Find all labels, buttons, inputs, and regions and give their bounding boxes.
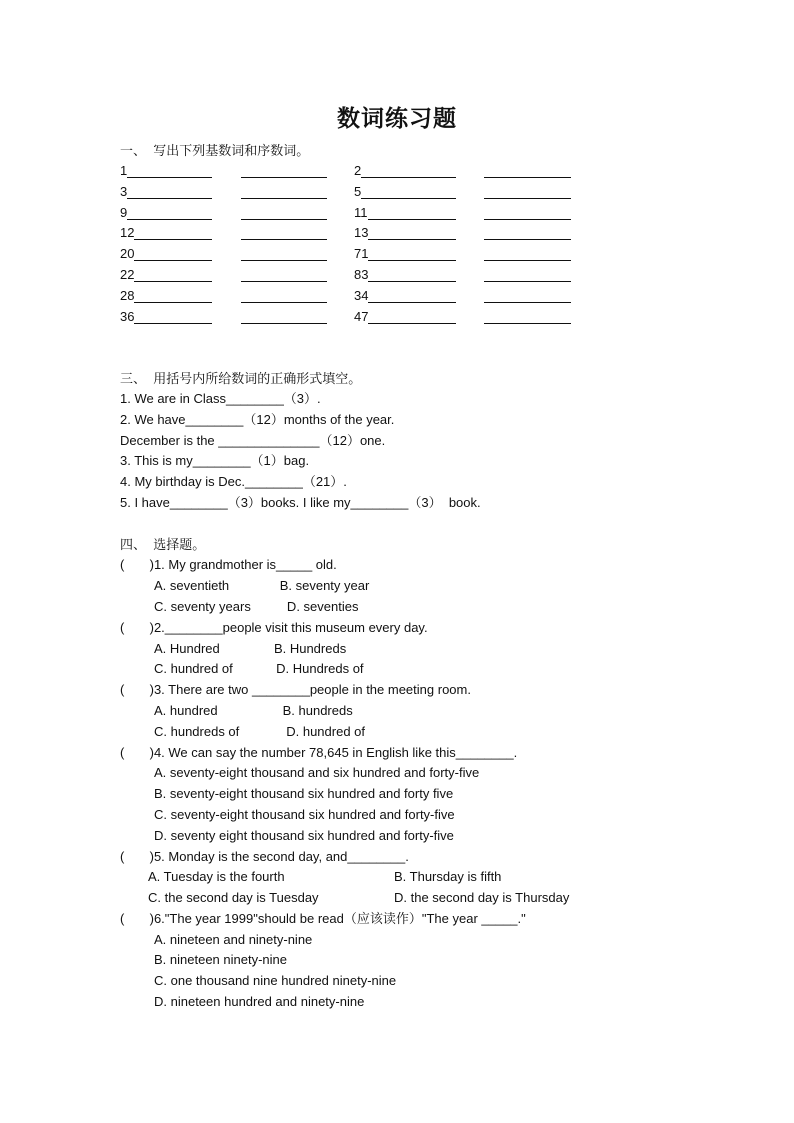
- ordinal-cell-left: [241, 183, 327, 199]
- answer-blank[interactable]: [484, 311, 571, 324]
- question-4-option-b: B. seventy-eight thousand six hundred and forty five: [154, 786, 454, 801]
- number-cell-left: [120, 204, 212, 220]
- answer-blank[interactable]: [127, 207, 212, 220]
- number-cell-right: [354, 266, 456, 282]
- question-6-stem: ( )6."The year 1999"should be read（应该读作）"The year _____.": [120, 911, 526, 926]
- answer-blank[interactable]: [368, 311, 456, 324]
- question-3-stem: ( )3. There are two ________people in the meeting room.: [120, 682, 471, 697]
- number-label: 2: [354, 163, 362, 178]
- ordinal-cell-right: [484, 204, 571, 220]
- answer-blank[interactable]: [361, 165, 456, 178]
- answer-blank[interactable]: [361, 186, 456, 199]
- number-cell-right: [354, 287, 456, 303]
- number-grid-row: [120, 204, 580, 222]
- number-cell-right: [354, 245, 456, 261]
- answer-blank[interactable]: [484, 227, 571, 240]
- answer-blank[interactable]: [368, 290, 456, 303]
- answer-blank[interactable]: [368, 269, 456, 282]
- answer-blank[interactable]: [134, 311, 212, 324]
- number-label: 71: [354, 246, 369, 262]
- question-5-stem: ( )5. Monday is the second day, and________.: [120, 849, 409, 864]
- question-1-stem: ( )1. My grandmother is_____ old.: [120, 557, 337, 572]
- number-cell-right: [354, 224, 456, 240]
- fill-line-3: December is the ______________（12）one.: [120, 433, 386, 448]
- number-label: 20: [120, 246, 135, 262]
- fill-line-1: 1. We are in Class________（3）.: [120, 391, 321, 406]
- question-4-option-a: A. seventy-eight thousand and six hundred and forty-five: [154, 765, 480, 780]
- number-cell-left: [120, 183, 212, 199]
- number-label: 22: [120, 267, 135, 282]
- question-3-options-ab: A. hundred B. hundreds: [154, 703, 353, 718]
- ordinal-cell-right: [484, 224, 571, 240]
- question-5-option-d: D. the second day is Thursday: [394, 890, 570, 905]
- question-6-option-b: B. nineteen ninety-nine: [154, 952, 287, 967]
- question-6-option-d: D. nineteen hundred and ninety-nine: [154, 994, 365, 1009]
- question-2-options-cd: C. hundred of D. Hundreds of: [154, 661, 364, 676]
- answer-blank[interactable]: [241, 269, 327, 282]
- answer-blank[interactable]: [241, 165, 327, 178]
- ordinal-cell-left: [241, 224, 327, 240]
- answer-blank[interactable]: [241, 227, 327, 240]
- ordinal-cell-left: [241, 162, 327, 178]
- answer-blank[interactable]: [368, 248, 456, 261]
- section4-heading: 四、 选择题。: [120, 537, 206, 552]
- number-grid-row: [120, 245, 580, 263]
- question-3-options-cd: C. hundreds of D. hundred of: [154, 724, 366, 739]
- number-grid-row: [120, 162, 580, 180]
- ordinal-cell-right: [484, 308, 571, 324]
- ordinal-cell-left: [241, 308, 327, 324]
- answer-blank[interactable]: [484, 186, 571, 199]
- answer-blank[interactable]: [241, 311, 327, 324]
- answer-blank[interactable]: [134, 290, 212, 303]
- number-cell-left: [120, 162, 212, 178]
- answer-blank[interactable]: [241, 207, 327, 220]
- answer-blank[interactable]: [127, 165, 212, 178]
- number-cell-right: [354, 162, 456, 178]
- number-grid-row: [120, 266, 580, 284]
- answer-blank[interactable]: [134, 248, 212, 261]
- ordinal-cell-right: [484, 245, 571, 261]
- answer-blank[interactable]: [484, 207, 571, 220]
- number-cell-right: [354, 183, 456, 199]
- number-label: 34: [354, 287, 369, 303]
- number-label: 9: [120, 204, 128, 220]
- number-label: 28: [120, 287, 135, 303]
- question-5-option-c: C. the second day is Tuesday: [148, 890, 319, 905]
- answer-blank[interactable]: [368, 207, 456, 220]
- answer-blank[interactable]: [134, 269, 212, 282]
- number-label: 12: [120, 225, 135, 241]
- number-cell-left: [120, 224, 212, 240]
- answer-blank[interactable]: [134, 227, 212, 240]
- number-cell-left: [120, 287, 212, 303]
- ordinal-cell-right: [484, 287, 571, 303]
- answer-blank[interactable]: [484, 165, 571, 178]
- question-5-option-b: B. Thursday is fifth: [394, 869, 502, 884]
- fill-line-5: 4. My birthday is Dec.________（21）.: [120, 474, 347, 489]
- question-6-option-c: C. one thousand nine hundred ninety-nine: [154, 973, 397, 988]
- number-grid-row: [120, 287, 580, 305]
- number-label: 47: [354, 308, 369, 324]
- answer-blank[interactable]: [484, 269, 571, 282]
- question-2-options-ab: A. Hundred B. Hundreds: [154, 641, 347, 656]
- section3-heading: 三、 用括号内所给数词的正确形式填空。: [120, 371, 362, 386]
- answer-blank[interactable]: [241, 248, 327, 261]
- question-2-stem: ( )2.________people visit this museum every day.: [120, 620, 428, 635]
- ordinal-cell-right: [484, 162, 571, 178]
- number-label: 36: [120, 308, 135, 324]
- question-4-option-c: C. seventy-eight thousand six hundred and forty-five: [154, 807, 455, 822]
- answer-blank[interactable]: [484, 248, 571, 261]
- fill-line-6: 5. I have________（3）books. I like my________（3） book.: [120, 495, 481, 510]
- page-title: 数词练习题: [337, 105, 457, 132]
- answer-blank[interactable]: [241, 186, 327, 199]
- ordinal-cell-left: [241, 266, 327, 282]
- question-6-option-a: A. nineteen and ninety-nine: [154, 932, 313, 947]
- number-label: 1: [120, 163, 128, 178]
- section1-heading: 一、 写出下列基数词和序数词。: [120, 143, 310, 158]
- ordinal-cell-left: [241, 245, 327, 261]
- question-1-options-ab: A. seventieth B. seventy year: [154, 578, 370, 593]
- number-label: 11: [354, 204, 368, 220]
- ordinal-cell-left: [241, 204, 327, 220]
- number-cell-left: [120, 308, 212, 324]
- question-4-stem: ( )4. We can say the number 78,645 in English like this________.: [120, 745, 518, 760]
- ordinal-cell-right: [484, 266, 571, 282]
- answer-blank[interactable]: [368, 227, 456, 240]
- number-cell-right: [354, 308, 456, 324]
- number-label: 13: [354, 225, 369, 241]
- question-4-option-d: D. seventy eight thousand six hundred and forty-five: [154, 828, 454, 843]
- number-grid-row: [120, 183, 580, 201]
- answer-blank[interactable]: [484, 290, 571, 303]
- number-grid-row: [120, 224, 580, 242]
- answer-blank[interactable]: [241, 290, 327, 303]
- number-grid-row: [120, 308, 580, 326]
- ordinal-cell-left: [241, 287, 327, 303]
- fill-line-2: 2. We have________（12）months of the year.: [120, 412, 395, 427]
- number-label: 83: [354, 267, 369, 282]
- question-5-option-a: A. Tuesday is the fourth: [148, 869, 285, 884]
- question-1-options-cd: C. seventy years D. seventies: [154, 599, 359, 614]
- number-cell-left: [120, 245, 212, 261]
- number-cell-left: [120, 266, 212, 282]
- number-label: 3: [120, 183, 128, 199]
- answer-blank[interactable]: [127, 186, 212, 199]
- number-label: 5: [354, 183, 362, 199]
- ordinal-cell-right: [484, 183, 571, 199]
- number-cell-right: [354, 204, 456, 220]
- fill-line-4: 3. This is my________（1）bag.: [120, 453, 310, 468]
